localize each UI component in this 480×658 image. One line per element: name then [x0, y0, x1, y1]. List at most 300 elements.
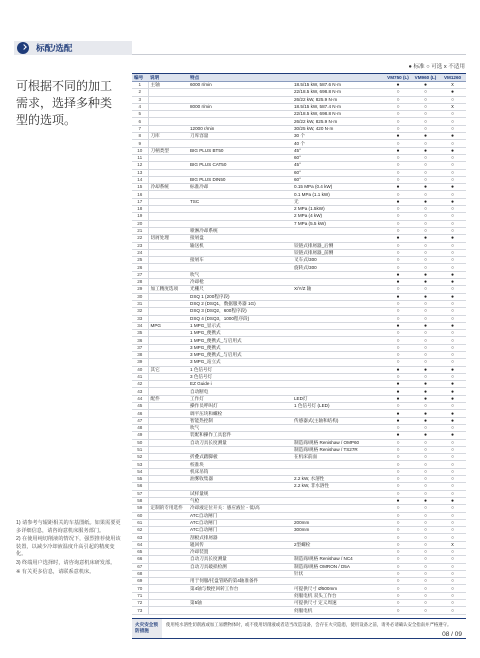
row-category — [148, 111, 188, 118]
table-row — [132, 227, 466, 234]
vm1260-value: ○ — [439, 403, 466, 410]
row-category — [148, 162, 188, 169]
table-row — [132, 271, 466, 278]
vm1260-value: ● — [439, 279, 466, 286]
row-number: 56 — [132, 483, 148, 490]
vm1260-value: ○ — [439, 424, 466, 431]
chevron-right-icon — [17, 42, 29, 54]
row-number: 10 — [132, 147, 148, 154]
col-header-no: 编号 — [132, 74, 148, 82]
row-number: 54 — [132, 468, 148, 475]
row-spec: 22/18.5 kW, 698.8 N·m — [292, 89, 384, 96]
row-number: 49 — [132, 432, 148, 439]
intro-text: 可根据不同的加工需求，选择多种类型的选项。 — [16, 79, 113, 127]
row-number: 14 — [132, 176, 148, 183]
vm750-value: ○ — [384, 249, 412, 256]
options-table-wrapper — [132, 73, 466, 615]
row-category — [148, 446, 188, 453]
row-feature: 标准冷却 — [188, 184, 292, 191]
row-spec — [292, 359, 384, 366]
vm1260-value: x — [439, 103, 466, 110]
vm750-value: ○ — [384, 468, 412, 475]
row-spec — [292, 381, 384, 388]
row-category — [148, 293, 188, 300]
row-number: 39 — [132, 359, 148, 366]
row-category — [148, 600, 188, 607]
vm960-value: ○ — [412, 162, 439, 169]
vm750-value: ● — [384, 366, 412, 373]
section-header — [14, 41, 466, 55]
vm960-value: ○ — [412, 344, 439, 351]
vm750-value: ○ — [384, 169, 412, 176]
vm750-value: ○ — [384, 315, 412, 322]
row-number: 9 — [132, 140, 148, 147]
row-spec: 60° — [292, 154, 384, 161]
vm750-value: ● — [384, 410, 412, 417]
row-number: 25 — [132, 257, 148, 264]
vm750-value: ○ — [384, 103, 412, 110]
vm960-value: ○ — [412, 527, 439, 534]
vm960-value: ○ — [412, 103, 439, 110]
vm960-value: ○ — [412, 169, 439, 176]
vm1260-value: ○ — [439, 505, 466, 512]
vm1260-value: ○ — [439, 549, 466, 556]
row-feature — [188, 206, 292, 213]
row-spec — [292, 490, 384, 497]
row-feature: 3 MPG_便携式_与启用式 — [188, 351, 292, 358]
row-feature: 1 MPG_便携式 — [188, 330, 292, 337]
table-row — [132, 476, 466, 483]
row-feature: 试样量规 — [188, 490, 292, 497]
vm960-value: ● — [412, 381, 439, 388]
row-feature: 输送机 — [188, 242, 292, 249]
vm960-value: ● — [412, 279, 439, 286]
table-row — [132, 111, 466, 118]
row-feature: 机床吊钩 — [188, 468, 292, 475]
vm960-value: ○ — [412, 468, 439, 475]
table-row — [132, 600, 466, 607]
table-row — [132, 322, 466, 329]
vm960-value: ○ — [412, 512, 439, 519]
col-header-spec — [292, 74, 384, 82]
vm1260-value: ○ — [439, 461, 466, 468]
row-spec: 针状 — [292, 570, 384, 577]
row-spec: 2 MPa (1.5kW) — [292, 206, 384, 213]
row-category — [148, 264, 188, 271]
table-row — [132, 585, 466, 592]
row-spec: 铰链式排屑器_后侧 — [292, 242, 384, 249]
row-feature: DSQ 2 (DSQ1，数据服务器 1G) — [188, 300, 292, 307]
row-spec — [292, 235, 384, 242]
table-row — [132, 184, 466, 191]
row-feature: 第4轴与数控回转工作台 — [188, 585, 292, 592]
row-number: 28 — [132, 279, 148, 286]
vm1260-value: ○ — [439, 527, 466, 534]
table-row — [132, 592, 466, 599]
row-spec — [292, 505, 384, 512]
row-category — [148, 249, 188, 256]
table-row — [132, 527, 466, 534]
row-spec: 1 色信号灯 (LED) — [292, 403, 384, 410]
row-number: 45 — [132, 403, 148, 410]
row-number: 2 — [132, 89, 148, 96]
fire-safety-title: 火灾安全预防措施 — [132, 619, 162, 638]
vm1260-value: ○ — [439, 454, 466, 461]
vm1260-value: ○ — [439, 607, 466, 614]
row-category: 加工精度选项 — [148, 286, 188, 293]
vm750-value: ○ — [384, 162, 412, 169]
vm750-value: ○ — [384, 446, 412, 453]
footnote: 3) 终端用户选择时，请咨询意机床研发部。 — [16, 559, 116, 566]
row-feature: 自动刀具破损检测 — [188, 563, 292, 570]
vm960-value: ○ — [412, 315, 439, 322]
row-number: 70 — [132, 585, 148, 592]
row-category — [148, 563, 188, 570]
vm1260-value: ○ — [439, 585, 466, 592]
row-category: 定制的专用选件 — [148, 505, 188, 512]
row-spec: 40 个 — [292, 140, 384, 147]
row-feature — [188, 264, 292, 271]
vm750-value: ○ — [384, 534, 412, 541]
vm1260-value: ○ — [439, 344, 466, 351]
row-feature: 6000 r/min — [188, 82, 292, 89]
row-feature — [188, 220, 292, 227]
vm750-value: ○ — [384, 541, 412, 548]
row-spec: 可提供尺寸 Ø500mm — [292, 585, 384, 592]
row-category — [148, 549, 188, 556]
vm750-value: ○ — [384, 527, 412, 534]
row-number: 4 — [132, 103, 148, 110]
table-row — [132, 497, 466, 504]
row-spec: 18.5/15 kW, 587.6 N·m — [292, 82, 384, 89]
vm750-value: ● — [384, 417, 412, 424]
row-spec: 26/22 kW, 825.9 N·m — [292, 118, 384, 125]
row-category — [148, 359, 188, 366]
row-number: 31 — [132, 300, 148, 307]
col-header-vm960: VM960 (L) — [412, 74, 439, 82]
vm960-value: ● — [412, 184, 439, 191]
row-feature: 12000 r/min — [188, 125, 292, 132]
vm960-value: ○ — [412, 89, 439, 96]
table-row — [132, 549, 466, 556]
row-feature: 冷却装置 — [188, 549, 292, 556]
vm1260-value: ● — [439, 271, 466, 278]
row-spec — [292, 315, 384, 322]
col-header-desc: 说明 — [148, 74, 188, 82]
vm960-value: ○ — [412, 286, 439, 293]
row-feature — [188, 249, 292, 256]
vm960-value: ○ — [412, 570, 439, 577]
row-feature: 3 MPG_站立式 — [188, 359, 292, 366]
row-feature: 接屑车 — [188, 257, 292, 264]
table-row — [132, 351, 466, 358]
vm750-value: ○ — [384, 403, 412, 410]
row-feature: ATC自动闸门 — [188, 512, 292, 519]
row-spec — [292, 322, 384, 329]
vm1260-value: ○ — [439, 213, 466, 220]
vm1260-value: ○ — [439, 118, 466, 125]
table-row — [132, 235, 466, 242]
row-feature: 智能热控制 — [188, 417, 292, 424]
table-row — [132, 403, 466, 410]
vm1260-value: ● — [439, 184, 466, 191]
vm1260-value: ○ — [439, 534, 466, 541]
vm750-value: ● — [384, 279, 412, 286]
row-category — [148, 242, 188, 249]
vm750-value: ○ — [384, 206, 412, 213]
row-number: 58 — [132, 497, 148, 504]
vm750-value: ○ — [384, 125, 412, 132]
row-category — [148, 476, 188, 483]
row-spec — [292, 227, 384, 234]
vm1260-value: ○ — [439, 570, 466, 577]
row-spec: 伺服电机 — [292, 607, 384, 614]
vm750-value: ○ — [384, 300, 412, 307]
row-feature — [188, 96, 292, 103]
col-header-feature: 特点 — [188, 74, 292, 82]
vm960-value: ○ — [412, 176, 439, 183]
row-number: 29 — [132, 286, 148, 293]
vm960-value: ○ — [412, 454, 439, 461]
row-spec: 30/25 kW, 420 N·m — [292, 125, 384, 132]
row-category — [148, 512, 188, 519]
vm750-value: ○ — [384, 439, 412, 446]
vm1260-value: ○ — [439, 373, 466, 380]
row-number: 61 — [132, 519, 148, 526]
row-category — [148, 454, 188, 461]
row-feature: 8000 r/min — [188, 103, 292, 110]
vm750-value: ● — [384, 147, 412, 154]
vm960-value: ○ — [412, 118, 439, 125]
row-spec: 200mm — [292, 519, 384, 526]
row-spec — [292, 512, 384, 519]
row-number: 22 — [132, 235, 148, 242]
vm1260-value: ○ — [439, 483, 466, 490]
row-category — [148, 300, 188, 307]
vm1260-value: ○ — [439, 206, 466, 213]
row-category: 主轴 — [148, 82, 188, 89]
vm960-value: ○ — [412, 308, 439, 315]
table-row — [132, 330, 466, 337]
row-category — [148, 497, 188, 504]
row-category — [148, 125, 188, 132]
vm960-value: ○ — [412, 446, 439, 453]
vm960-value: ○ — [412, 490, 439, 497]
row-number: 47 — [132, 417, 148, 424]
table-row — [132, 308, 466, 315]
row-category — [148, 351, 188, 358]
row-number: 19 — [132, 213, 148, 220]
row-spec: 传感器式(主轴和结构) — [292, 417, 384, 424]
vm1260-value: ○ — [439, 556, 466, 563]
vm960-value: ○ — [412, 140, 439, 147]
row-spec — [292, 410, 384, 417]
row-spec — [292, 549, 384, 556]
table-row — [132, 534, 466, 541]
vm960-value: ○ — [412, 206, 439, 213]
row-number: 42 — [132, 381, 148, 388]
row-feature — [188, 607, 292, 614]
vm960-value: ● — [412, 395, 439, 402]
row-number: 51 — [132, 446, 148, 453]
vm960-value: ○ — [412, 461, 439, 468]
row-spec: 45° — [292, 147, 384, 154]
row-number: 12 — [132, 162, 148, 169]
vm1260-value: ○ — [439, 140, 466, 147]
vm960-value: ● — [412, 82, 439, 89]
row-feature: 工作灯 — [188, 395, 292, 402]
row-category — [148, 337, 188, 344]
vm1260-value: ● — [439, 388, 466, 395]
vm1260-value: x — [439, 541, 466, 548]
table-row — [132, 191, 466, 198]
col-header-vm1260: VM1260 — [439, 74, 466, 82]
row-feature: BIG PLUS DIN50 — [188, 176, 292, 183]
vm750-value: ○ — [384, 351, 412, 358]
row-feature: 光栅尺 — [188, 286, 292, 293]
row-feature: DSQ 3 (DSQ2，600程序段) — [188, 308, 292, 315]
row-feature: 校准块 — [188, 461, 292, 468]
vm960-value: ○ — [412, 549, 439, 556]
row-number: 44 — [132, 395, 148, 402]
vm960-value: ○ — [412, 337, 439, 344]
table-row — [132, 483, 466, 490]
fire-safety-text: 使用纯水溶性切削液或加工易燃物体时，或不使用切削液或者适当改造设备，会存在火灾隐患，使用设备之前，请务必请确认安全指南并严格遵守。 — [166, 622, 452, 627]
row-category: 其它 — [148, 366, 188, 373]
row-feature: 气枪 — [188, 497, 292, 504]
row-category — [148, 176, 188, 183]
row-number: 64 — [132, 541, 148, 548]
row-feature: 自动刀具长度测量 — [188, 439, 292, 446]
vm750-value: ● — [384, 388, 412, 395]
vm750-value: ● — [384, 271, 412, 278]
row-spec — [292, 468, 384, 475]
vm1260-value: ● — [439, 133, 466, 140]
row-spec — [292, 337, 384, 344]
vm1260-value: ○ — [439, 162, 466, 169]
header-rule — [132, 54, 466, 55]
row-feature — [188, 169, 292, 176]
row-spec — [292, 432, 384, 439]
table-row — [132, 89, 466, 96]
table-row — [132, 556, 466, 563]
row-feature: DSQ 4 (DSQ3，1000程序段) — [188, 315, 292, 322]
vm960-value: ○ — [412, 249, 439, 256]
row-feature: 自动断电 — [188, 388, 292, 395]
row-feature — [188, 483, 292, 490]
vm750-value: ○ — [384, 373, 412, 380]
vm750-value: ○ — [384, 89, 412, 96]
table-row — [132, 461, 466, 468]
row-feature: 吹气 — [188, 424, 292, 431]
row-number: 13 — [132, 169, 148, 176]
row-number: 57 — [132, 490, 148, 497]
vm1260-value: ● — [439, 381, 466, 388]
vm960-value: ● — [412, 293, 439, 300]
vm1260-value: ○ — [439, 446, 466, 453]
table-row — [132, 446, 466, 453]
vm750-value: ○ — [384, 359, 412, 366]
vm960-value: ○ — [412, 373, 439, 380]
vm1260-value: ○ — [439, 315, 466, 322]
row-spec: 在机床前面 — [292, 454, 384, 461]
vm960-value: ● — [412, 366, 439, 373]
row-category — [148, 220, 188, 227]
row-spec: 0.1 MPa (1.1 kW) — [292, 191, 384, 198]
row-number: 69 — [132, 578, 148, 585]
vm750-value: ● — [384, 184, 412, 191]
row-spec: 铰链式排屑器_前侧 — [292, 249, 384, 256]
row-category — [148, 527, 188, 534]
row-category — [148, 373, 188, 380]
row-spec — [292, 300, 384, 307]
vm960-value: ○ — [412, 213, 439, 220]
row-spec: 无 — [292, 198, 384, 205]
vm750-value: ○ — [384, 600, 412, 607]
vm1260-value: ● — [439, 366, 466, 373]
row-spec — [292, 424, 384, 431]
table-row — [132, 337, 466, 344]
table-row — [132, 519, 466, 526]
row-spec — [292, 497, 384, 504]
row-category — [148, 89, 188, 96]
vm1260-value: ○ — [439, 337, 466, 344]
table-row — [132, 439, 466, 446]
vm750-value: ○ — [384, 286, 412, 293]
row-spec: 26/22 kW, 825.9 N·m — [292, 96, 384, 103]
table-row — [132, 578, 466, 585]
row-number: 23 — [132, 242, 148, 249]
table-row — [132, 213, 466, 220]
vm750-value: ○ — [384, 154, 412, 161]
row-category — [148, 279, 188, 286]
row-category — [148, 585, 188, 592]
vm750-value: ○ — [384, 264, 412, 271]
table-row — [132, 220, 466, 227]
vm750-value: ○ — [384, 220, 412, 227]
vm750-value: ○ — [384, 424, 412, 431]
row-feature — [188, 111, 292, 118]
table-row — [132, 344, 466, 351]
row-number: 72 — [132, 600, 148, 607]
row-category — [148, 556, 188, 563]
vm960-value: ● — [412, 133, 439, 140]
vm1260-value: ● — [439, 89, 466, 96]
row-spec: 制造商/规格 Renishaw / OMP60 — [292, 439, 384, 446]
vm1260-value: ○ — [439, 359, 466, 366]
row-feature: 冷却液定位开关：感应液位 - 低/高 — [188, 505, 292, 512]
page-number: 08 / 09 — [442, 631, 462, 638]
row-feature — [188, 213, 292, 220]
row-spec: 旋转式/300 — [292, 264, 384, 271]
row-feature: 刀库容量 — [188, 133, 292, 140]
row-spec: X/Y/Z 轴 — [292, 286, 384, 293]
row-number: 6 — [132, 118, 148, 125]
vm1260-value: ○ — [439, 300, 466, 307]
row-category — [148, 570, 188, 577]
options-table — [132, 73, 466, 615]
row-spec — [292, 330, 384, 337]
row-category — [148, 213, 188, 220]
row-spec — [292, 351, 384, 358]
table-body — [132, 82, 466, 615]
vm750-value: ○ — [384, 242, 412, 249]
row-feature: 3 MPG_便携式 — [188, 344, 292, 351]
table-row — [132, 607, 466, 614]
table-row — [132, 286, 466, 293]
row-spec: 伺服电机 双头工作台 — [292, 592, 384, 599]
vm1260-value: ○ — [439, 600, 466, 607]
